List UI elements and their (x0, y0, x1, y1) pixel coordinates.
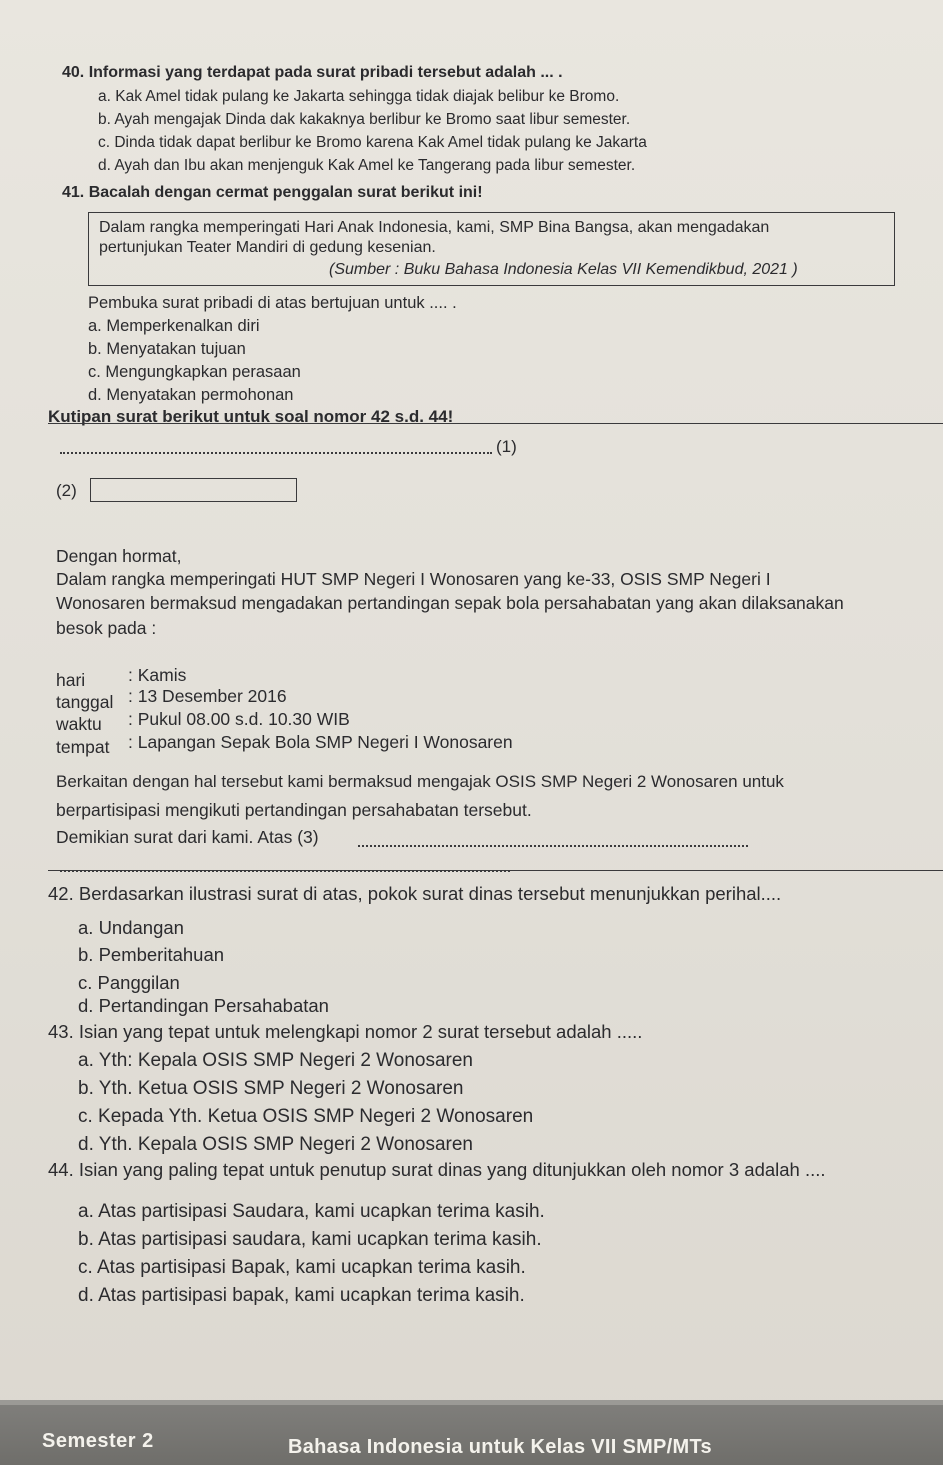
q43-stem: 43. Isian yang tepat untuk melengkapi nomor 2 surat tersebut adalah ..... (48, 1021, 643, 1042)
q41-stem: 41. Bacalah dengan cermat penggalan surat berikut ini! (62, 184, 483, 201)
q40-option-b: b. Ayah mengajak Dinda dak kakaknya berlibur ke Bromo saat libur semester. (98, 111, 631, 128)
q44-option-a: a. Atas partisipasi Saudara, kami ucapkan terima kasih. (78, 1201, 545, 1222)
q44-option-d: d. Atas partisipasi bapak, kami ucapkan terima kasih. (78, 1285, 525, 1306)
q41-quote-box (88, 212, 895, 286)
q41-quote-line-1: Dalam rangka memperingati Hari Anak Indonesia, kami, SMP Bina Bangsa, akan mengadakan (99, 219, 770, 236)
letter-marker-2: (2) (56, 481, 77, 500)
footer-semester: Semester 2 (42, 1430, 154, 1452)
q43-option-c: c. Kepada Yth. Ketua OSIS SMP Negeri 2 Wonosaren (78, 1106, 534, 1127)
letter-p2-line-1: Berkaitan dengan hal tersebut kami bermaksud mengajak OSIS SMP Negeri 2 Wonosaren untuk (56, 772, 784, 791)
letter-closing: Demikian surat dari kami. Atas (3) (56, 827, 319, 847)
q42-option-d: d. Pertandingan Persahabatan (78, 995, 329, 1016)
letter-marker-1: (1) (496, 437, 517, 456)
letter-greeting: Dengan hormat, (56, 546, 182, 566)
letter-tanggal-label: tanggal (56, 692, 114, 712)
q41-option-b: b. Menyatakan tujuan (88, 340, 246, 358)
q40-stem: 40. Informasi yang terdapat pada surat pribadi tersebut adalah ... . (62, 64, 563, 81)
letter-tempat-value: : Lapangan Sepak Bola SMP Negeri I Wonosaren (128, 732, 513, 752)
q42-stem: 42. Berdasarkan ilustrasi surat di atas, pokok surat dinas tersebut menunjukkan perihal.... (48, 883, 782, 904)
q41-option-c: c. Mengungkapkan perasaan (88, 363, 301, 381)
q43-option-b: b. Yth. Ketua OSIS SMP Negeri 2 Wonosaren (78, 1078, 464, 1099)
q40-option-c: c. Dinda tidak dapat berlibur ke Bromo karena Kak Amel tidak pulang ke Jakarta (98, 134, 647, 151)
letter-p2-line-2: berpartisipasi mengikuti pertandingan persahabatan tersebut. (56, 800, 532, 820)
recipient-blank-box (90, 478, 297, 502)
letter-tanggal-value: : 13 Desember 2016 (128, 686, 287, 706)
q42-option-b: b. Pemberitahuan (78, 944, 225, 965)
q43-option-a: a. Yth: Kepala OSIS SMP Negeri 2 Wonosaren (78, 1050, 474, 1071)
q44-option-c: c. Atas partisipasi Bapak, kami ucapkan terima kasih. (78, 1257, 526, 1278)
q40-option-a: a. Kak Amel tidak pulang ke Jakarta sehingga tidak diajak belibur ke Bromo. (98, 88, 620, 105)
q44-stem: 44. Isian yang paling tepat untuk penutup surat dinas yang ditunjukkan oleh nomor 3 adalah .... (48, 1159, 826, 1180)
letter-waktu-label: waktu (56, 714, 102, 734)
excerpt-intro: Kutipan surat berikut untuk soal nomor 42 s.d. 44! (48, 407, 454, 426)
letter-p1-line-3: besok pada : (56, 618, 157, 638)
letter-hari-value: : Kamis (128, 665, 187, 685)
q41-source: (Sumber : Buku Bahasa Indonesia Kelas VII Kemendikbud, 2021 ) (329, 261, 798, 278)
letter-waktu-value: : Pukul 08.00 s.d. 10.30 WIB (128, 709, 350, 729)
letter-hari-label: hari (56, 670, 86, 690)
q41-question: Pembuka surat pribadi di atas bertujuan untuk .... . (88, 294, 457, 312)
q41-quote-line-2: pertunjukan Teater Mandiri di gedung kesenian. (99, 239, 436, 256)
q44-option-b: b. Atas partisipasi saudara, kami ucapkan terima kasih. (78, 1229, 542, 1250)
dotted-line-3 (358, 845, 748, 847)
q41-option-d: d. Menyatakan permohonan (88, 386, 294, 404)
q43-option-d: d. Yth. Kepala OSIS SMP Negeri 2 Wonosaren (78, 1134, 474, 1155)
letter-p1-line-2: Wonosaren bermaksud mengadakan pertandingan sepak bola persahabatan yang akan dilaksanakan (56, 593, 844, 613)
q41-option-a: a. Memperkenalkan diri (88, 317, 260, 335)
letter-tempat-label: tempat (56, 737, 110, 757)
q42-option-a: a. Undangan (78, 917, 184, 938)
letter-p1-line-1: Dalam rangka memperingati HUT SMP Negeri I Wonosaren yang ke-33, OSIS SMP Negeri I (56, 569, 771, 589)
q42-option-c: c. Panggilan (78, 972, 180, 993)
dotted-line-bottom (60, 870, 510, 872)
dotted-line-1 (60, 452, 492, 454)
footer-subject: Bahasa Indonesia untuk Kelas VII SMP/MTs (288, 1436, 712, 1458)
q40-option-d: d. Ayah dan Ibu akan menjenguk Kak Amel ke Tangerang pada libur semester. (98, 157, 636, 174)
